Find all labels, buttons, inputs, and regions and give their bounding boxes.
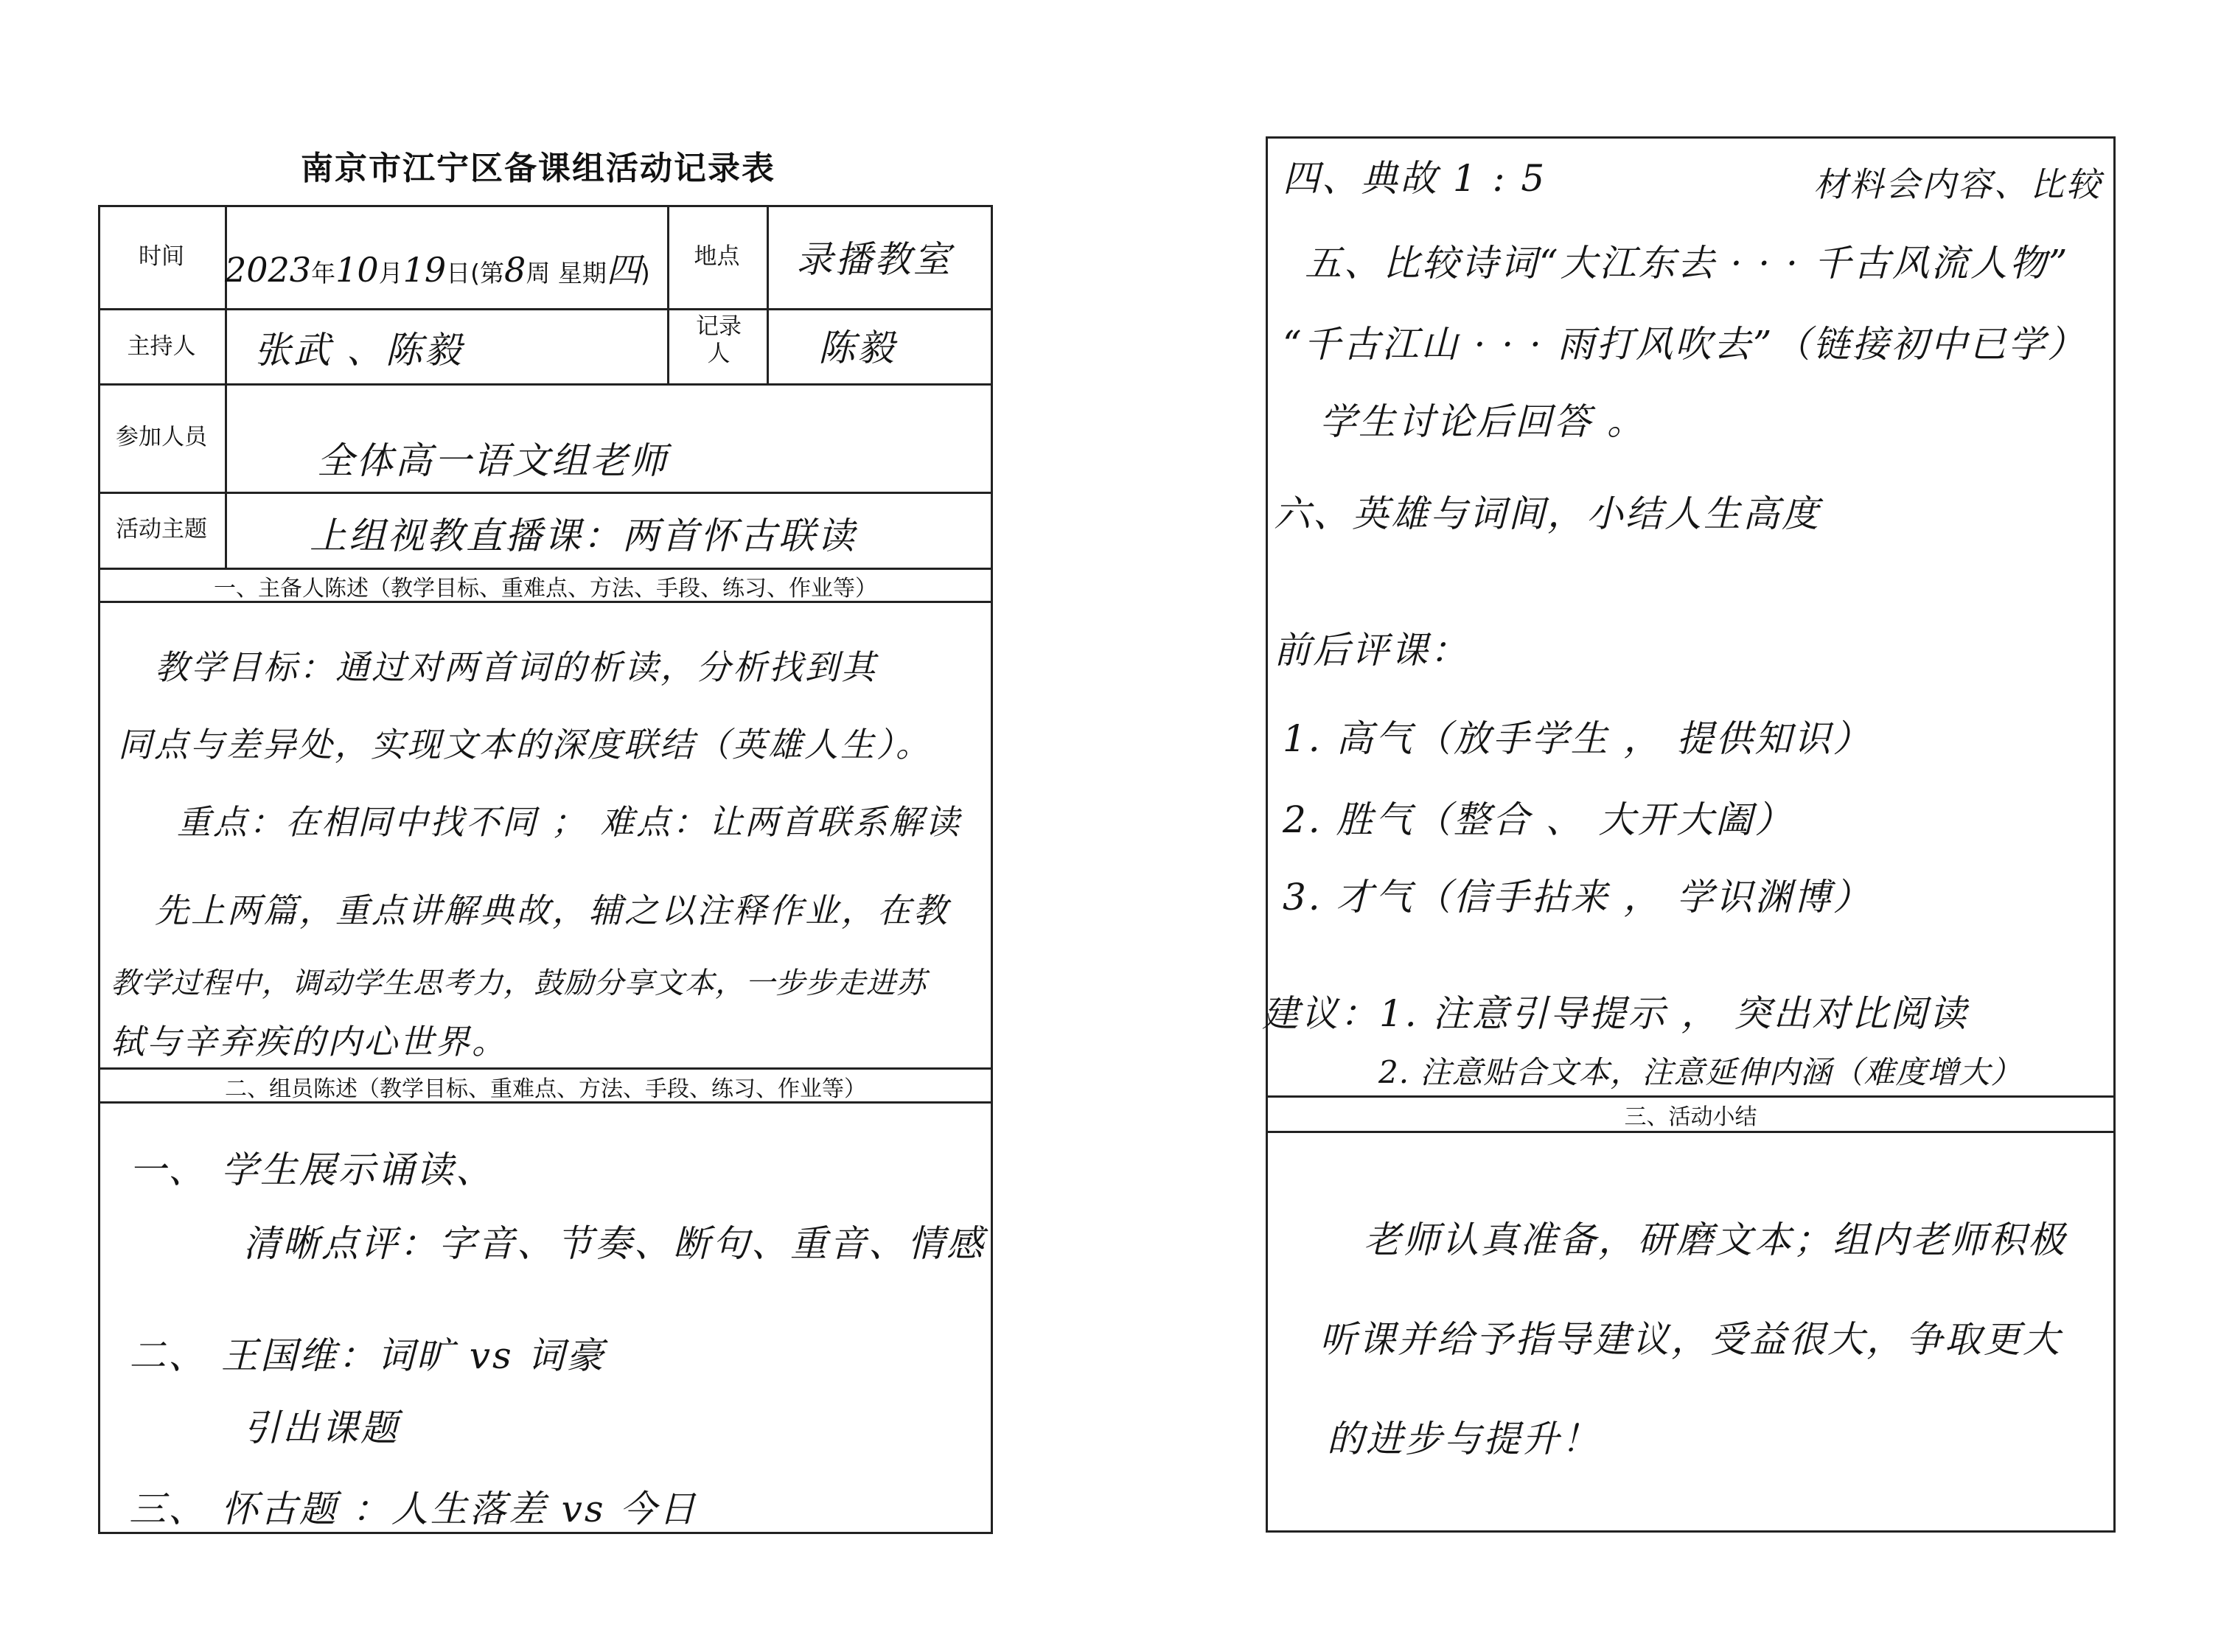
section1-line-2: 同点与差异处，实现文本的深度联结（英雄人生）。 <box>118 725 932 764</box>
right-line-4: “千古江山 · · · 雨打风吹去”（链接初中已学） <box>1283 323 2087 366</box>
right-line-7: 前后评课： <box>1274 629 1469 672</box>
section1-line-4: 先上两篇，重点讲解典故，辅之以注释作业，在教 <box>155 891 949 930</box>
right-line-2: 材料会内容、比较 <box>1813 164 2102 204</box>
section2-line-3: 二、 王国维：词旷 vs 词豪 <box>129 1334 606 1377</box>
right-line-1: 四、典故 1 : 5 <box>1283 157 1547 200</box>
summary-line-2: 听课并给予指导建议，受益很大，争取更大 <box>1319 1318 2062 1361</box>
summary-line-1: 老师认真准备，研磨文本；组内老师积极 <box>1364 1219 2067 1261</box>
form-title: 南京市江宁区备课组活动记录表 <box>301 150 775 187</box>
date-month: 10 <box>335 250 379 290</box>
location-value: 录播教室 <box>796 238 952 281</box>
section2-line-4: 引出课题 <box>243 1407 400 1449</box>
host-value: 张武 、陈毅 <box>254 329 464 372</box>
right-line-9: 2. 胜气（整合 、 大开大阖） <box>1283 798 1794 841</box>
time-label: 时间 <box>139 243 184 270</box>
section1-line-1: 教学目标：通过对两首词的析读，分析找到其 <box>155 647 877 687</box>
right-line-11: 建议：1. 注意引导提示 ， 突出对比阅读 <box>1262 992 1969 1035</box>
date-field: 2023年10月19日(第8周 星期四) <box>225 250 650 290</box>
participants-value: 全体高一语文组老师 <box>317 439 669 482</box>
date-weekday: 四 <box>606 250 641 290</box>
host-label: 主持人 <box>127 333 196 360</box>
right-line-12: 2. 注意贴合文本，注意延伸内涵（难度增大） <box>1378 1054 2023 1090</box>
section1-line-6: 轼与辛弃疾的内心世界。 <box>111 1022 508 1062</box>
section2-line-2: 清晰点评：字音、节奏、断句、重音、情感 <box>243 1222 986 1265</box>
location-label: 地点 <box>694 243 740 270</box>
theme-value: 上组视教直播课：两首怀古联读 <box>310 515 857 557</box>
right-line-8: 1. 高气（放手学生 ， 提供知识） <box>1283 717 1872 760</box>
section2-line-1: 一、 学生展示诵读、 <box>129 1149 495 1191</box>
recorder-label: 记录人 <box>696 313 742 368</box>
date-week: 8 <box>504 250 526 290</box>
theme-label: 活动主题 <box>116 516 207 543</box>
section3-heading: 三、活动小结 <box>1624 1104 1757 1130</box>
right-line-3: 五、比较诗词“大江东去 · · · 千古风流人物” <box>1305 242 2070 285</box>
section2-heading: 二、组员陈述（教学目标、重难点、方法、手段、练习、作业等） <box>225 1076 866 1102</box>
section1-line-3: 重点：在相同中找不同 ； 难点：让两首联系解读 <box>177 802 962 842</box>
summary-line-3: 的进步与提升！ <box>1327 1418 1600 1460</box>
section1-line-5: 教学过程中，调动学生思考力，鼓励分享文本，一步步走进苏 <box>111 966 927 1000</box>
right-line-5: 学生讨论后回答 。 <box>1319 400 1646 443</box>
date-year: 2023 <box>225 250 312 290</box>
right-line-6: 六、英雄与词间，小结人生高度 <box>1274 492 1821 535</box>
participants-label: 参加人员 <box>116 424 207 450</box>
date-day: 19 <box>402 250 447 290</box>
recorder-value: 陈毅 <box>818 327 896 369</box>
right-line-10: 3. 才气（信手拈来 ， 学识渊博） <box>1283 876 1872 919</box>
section2-line-5: 三、 怀古题 ：人生落差 vs 今日 <box>129 1488 698 1530</box>
section1-heading: 一、主备人陈述（教学目标、重难点、方法、手段、练习、作业等） <box>214 576 877 602</box>
